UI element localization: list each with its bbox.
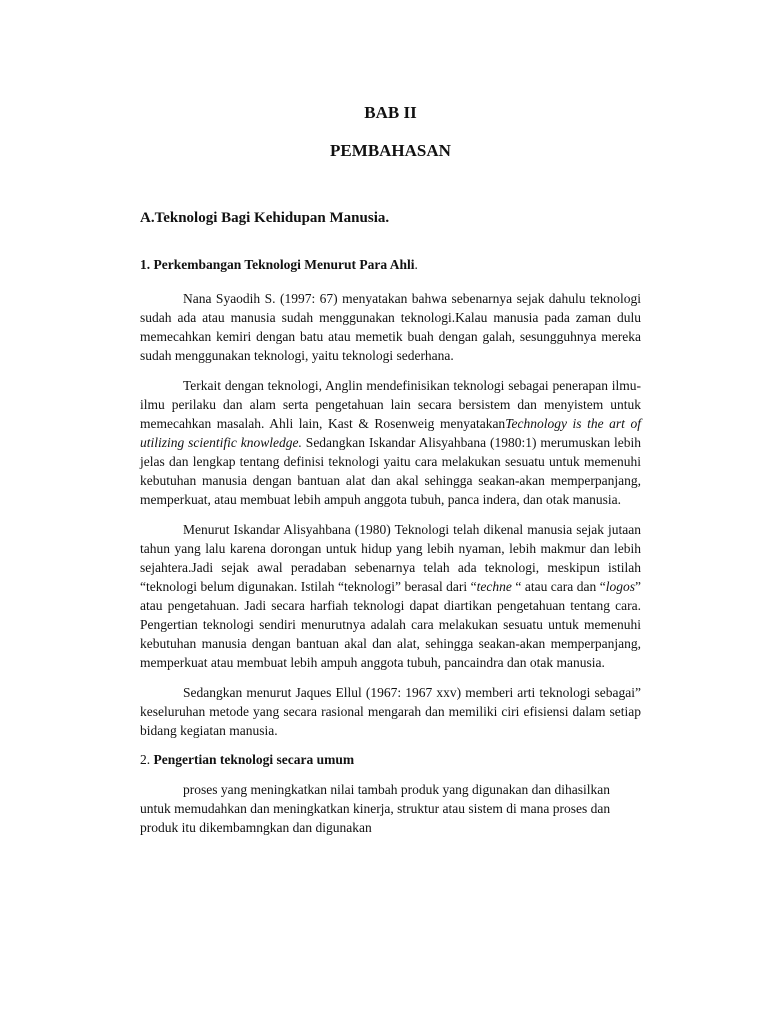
paragraph-2-text-c: Sedangkan Iskandar Alisyahbana (1980:1) merumuskan lebih jelas dan lengkap tentang definisi teknologi yaitu cara melakukan sesuatu untuk memenuhi kebutuhan manusia dengan bantuan alat dan akal sehingga seakan-akan memperpanjang, memperkuat, atau membuat lebih ampuh anggota tubuh, panca indera, dan otak manusia. [140, 435, 641, 507]
paragraph-3-text-e: ” atau pengetahuan. Jadi secara harfiah teknologi dapat diartikan pengetahuan tentang cara. Pengertian teknologi sendiri menurutnya adalah cara melakukan sesuatu untuk memenuhi kebutuhan manusia dengan bantuan akal dan alat, sehingga seakan-akan memperpanjang, memperkuat atau membuat lebih ampuh anggota tubuh, pancaindra dan otak manusia. [140, 579, 641, 670]
paragraph-3-term-logos: logos [605, 579, 635, 594]
chapter-title: PEMBAHASAN [330, 141, 451, 160]
subsection-heading-1-label: 1. Perkembangan Teknologi Menurut Para Ahli [140, 257, 415, 272]
subsection-heading-2 [140, 751, 641, 769]
paragraph-3 [140, 520, 641, 672]
section-heading: A.Teknologi Bagi Kehidupan Manusia. [140, 210, 390, 226]
page-content [140, 103, 641, 837]
chapter-number: BAB II [364, 103, 417, 122]
paragraph-3-text-a: Menurut Iskandar Alisyahbana (1980) Teknologi telah dikenal manusia sejak jutaan tahun yang lalu karena dorongan untuk hidup yang lebih nyaman, lebih makmur dan lebih sejahtera.Jadi sejak awal peradaban sebenarnya telah ada teknologi, meskipun istilah “teknologi belum digunakan. Istilah “teknologi” berasal dari “ [140, 522, 641, 594]
paragraph-2 [140, 376, 641, 509]
paragraph-2-text-a: Terkait dengan teknologi, Anglin mendefinisikan teknologi sebagai penerapan ilmu-ilmu perilaku dan alam serta pengetahuan lain secara bersistem dan menyistem untuk memecahkan masalah. Ahli lain, Kast & Rosenweig menyatakan [140, 378, 641, 431]
subsection-heading-2-label: Pengertian teknologi secara umum [153, 752, 355, 767]
paragraph-5: proses yang meningkatkan nilai tambah produk yang digunakan dan dihasilkan untuk memudahkan dan meningkatkan kinerja, struktur atau sistem di mana proses dan produk itu dikembamngkan dan digunakan [140, 782, 611, 835]
paragraph-1: Nana Syaodih S. (1997: 67) menyatakan bahwa sebenarnya sejak dahulu teknologi sudah ada atau manusia sudah menggunakan teknologi.Kalau manusia pada zaman dulu memecahkan kemiri dengan batu atau memetik buah dengan galah, sesungguhnya mereka sudah menggunakan teknologi, yaitu teknologi sederhana. [140, 291, 641, 363]
paragraph-3-term-techne: techne [476, 579, 512, 594]
subsection-heading-1 [140, 256, 641, 274]
paragraph-3-text-c: “ atau cara dan “ [511, 579, 606, 594]
subsection-heading-1-trail: . [414, 257, 418, 272]
paragraph-2-quote: Technology is the art of utilizing scientific knowledge. [140, 416, 641, 450]
paragraph-4: Sedangkan menurut Jaques Ellul (1967: 1967 xxv) memberi arti teknologi sebagai” keseluruhan metode yang secara rasional mengarah dan memiliki ciri efisiensi dalam setiap bidang kegiatan manusia. [140, 685, 641, 738]
subsection-heading-2-number: 2. [140, 752, 154, 767]
